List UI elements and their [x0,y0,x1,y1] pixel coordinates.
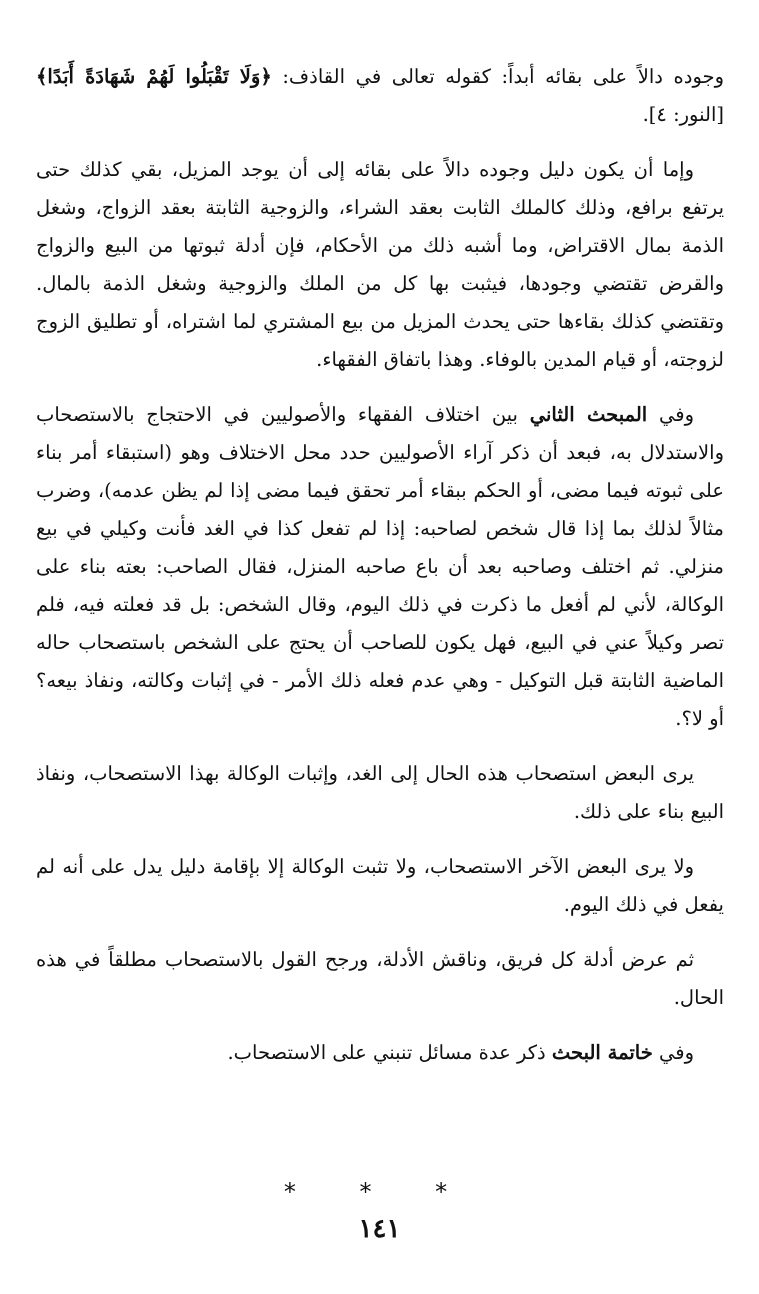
paragraph-6: ثم عرض أدلة كل فريق، وناقش الأدلة، ورجح القول بالاستصحاب مطلقاً في هذه الحال. [36,948,724,1009]
paragraph-3 [36,396,724,738]
section-separator: * * * [283,1178,476,1206]
second-section-heading: المبحث الثاني [529,403,648,426]
paragraph-7-text: ذكر عدة مسائل تنبني على الاستصحاب. [227,1041,552,1064]
paragraph-1-text: وجوده دالاً على بقائه أبداً: كقوله تعالى في القاذف: [271,65,724,88]
paragraph-2: وإما أن يكون دليل وجوده دالاً على بقائه إلى أن يوجد المزيل، بقي كذلك حتى يرتفع برافع، وذلك كالملك الثابت بعقد الشراء، والزوجية الثابتة بعقد الزواج، وشغل الذمة بمال الاقتراض، وما أشبه ذلك من الأحكام، فإن أدلة ثبوتها من البيع والزواج والقرض تقتضي وجودها، فيثبت بها كل من الملك والزوجية وشغل الذمة بالمال. وتقتضي كذلك بقاءها حتى يحدث المزيل من بيع المشتري لما اشتراه، أو تطليق الزوج لزوجته، أو قيام المدين بالوفاء. وهذا باتفاق الفقهاء. [36,158,724,371]
paragraph-1 [36,58,724,134]
paragraph-4: يرى البعض استصحاب هذه الحال إلى الغد، وإثبات الوكالة بهذا الاستصحاب، ونفاذ البيع بناء على ذلك. [36,762,724,823]
paragraph-3-lead: وفي [647,403,694,426]
paragraph-7 [36,1034,724,1072]
page-number: ١٤١ [358,1214,401,1244]
paragraph-5: ولا يرى البعض الآخر الاستصحاب، ولا تثبت الوكالة إلا بإقامة دليل يدل على أنه لم يفعل في ذلك اليوم. [36,855,724,916]
quran-quote: ﴿وَلَا تَقْبَلُوا لَهُمْ شَهَادَةً أَبَدًا﴾ [36,65,272,88]
page-body [36,58,724,1089]
conclusion-heading: خاتمة البحث [551,1041,653,1064]
paragraph-3-text: بين اختلاف الفقهاء والأصوليين في الاحتجاج بالاستصحاب والاستدلال به، فبعد أن ذكر آراء الأصوليين حدد محل الاختلاف وهو (استبقاء أمر بناء على ثبوته فيما مضى، أو الحكم ببقاء أمر تحقق فيما مضى إذا لم يظن عدمه)، وضرب مثالاً لذلك بما إذا قال شخص لصاحبه: إذا لم تفعل كذا في الغد فأنت وكيلي في بيع منزلي. ثم اختلف وصاحبه بعد أن باع صاحبه المنزل، فقال الصاحب: بعته بناء على الوكالة، لأني لم أفعل ما ذكرت في ذلك اليوم، وقال الشخص: بل قد فعلته فيه، فلم تصر وكيلاً عني في البيع، فهل يكون للصاحب أن يحتج على الشخص باستصحاب حاله الماضية الثابتة قبل التوكيل - وهي عدم فعله ذلك الأمر - في إثبات وكالته، ونفاذ بيعه؟ أو لا؟. [36,403,724,730]
paragraph-7-lead: وفي [652,1041,694,1064]
quran-reference: [النور: ٤]. [642,103,724,126]
